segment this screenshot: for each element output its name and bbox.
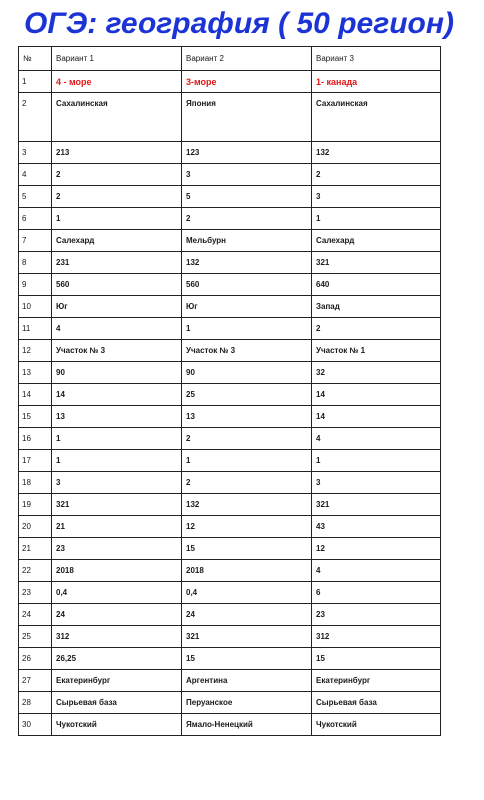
variant-2-answer: 2018 [182,560,312,582]
row-number: 21 [19,538,52,560]
row-number: 16 [19,428,52,450]
variant-1-answer: 560 [52,274,182,296]
variant-3-answer: 14 [312,384,441,406]
variant-2-answer: 2 [182,472,312,494]
variant-1-answer: 312 [52,626,182,648]
variant-3-answer: 14 [312,406,441,428]
table-row [19,318,441,340]
header-variant-2: Вариант 2 [182,47,312,71]
variant-3-answer: Запад [312,296,441,318]
row-number: 8 [19,252,52,274]
table-row [19,71,441,93]
variant-2-answer: 1 [182,450,312,472]
row-number: 11 [19,318,52,340]
table-row [19,230,441,252]
variant-3-answer: Салехард [312,230,441,252]
variant-3-answer: Екатеринбург [312,670,441,692]
table-row [19,494,441,516]
variant-1-answer: Сахалинская [52,93,182,142]
variant-1-answer: 24 [52,604,182,626]
variant-1-answer: Чукотский [52,714,182,736]
variant-1-answer: Сырьевая база [52,692,182,714]
row-number: 10 [19,296,52,318]
table-row [19,648,441,670]
table-header-row [19,47,441,71]
table-row [19,208,441,230]
variant-2-answer: 132 [182,252,312,274]
variant-2-answer: 24 [182,604,312,626]
table-row [19,93,441,142]
variant-1-answer: 2 [52,164,182,186]
row-number: 5 [19,186,52,208]
variant-2-answer: 0,4 [182,582,312,604]
variant-1-answer: 4 [52,318,182,340]
answer-text: 3-море [186,76,217,87]
variant-3-answer [312,71,441,93]
variant-3-answer: 1 [312,450,441,472]
variant-2-answer [182,71,312,93]
table-row [19,142,441,164]
variant-1-answer: 321 [52,494,182,516]
row-number: 30 [19,714,52,736]
variant-3-answer: 3 [312,186,441,208]
variant-3-answer: Сырьевая база [312,692,441,714]
variant-1-answer: Юг [52,296,182,318]
variant-2-answer: 560 [182,274,312,296]
row-number: 7 [19,230,52,252]
answer-text: 4 - море [56,76,92,87]
variant-2-answer: Юг [182,296,312,318]
variant-1-answer: 2018 [52,560,182,582]
variant-2-answer: Аргентина [182,670,312,692]
variant-2-answer: 5 [182,186,312,208]
variant-2-answer: 2 [182,208,312,230]
table-row [19,626,441,648]
table-row [19,450,441,472]
variant-1-answer [52,71,182,93]
variant-1-answer: Екатеринбург [52,670,182,692]
variant-2-answer: 15 [182,538,312,560]
row-number: 4 [19,164,52,186]
variant-3-answer: 321 [312,494,441,516]
variant-1-answer: 13 [52,406,182,428]
row-number: 17 [19,450,52,472]
variant-3-answer: Сахалинская [312,93,441,142]
table-row [19,362,441,384]
variant-3-answer: 2 [312,318,441,340]
variant-3-answer: 132 [312,142,441,164]
variant-2-answer: 2 [182,428,312,450]
variant-2-answer: 13 [182,406,312,428]
variant-1-answer: 3 [52,472,182,494]
variant-1-answer: 213 [52,142,182,164]
variant-2-answer: Мельбурн [182,230,312,252]
variant-3-answer: 640 [312,274,441,296]
variant-2-answer: 90 [182,362,312,384]
variant-2-answer: Ямало-Ненецкий [182,714,312,736]
row-number: 2 [19,93,52,142]
variant-1-answer: 26,25 [52,648,182,670]
row-number: 20 [19,516,52,538]
table-row [19,296,441,318]
header-variant-1: Вариант 1 [52,47,182,71]
table-row [19,714,441,736]
variant-2-answer: Перуанское [182,692,312,714]
variant-3-answer: 43 [312,516,441,538]
table-row [19,252,441,274]
row-number: 3 [19,142,52,164]
variant-3-answer: 3 [312,472,441,494]
row-number: 22 [19,560,52,582]
variant-3-answer: Участок № 1 [312,340,441,362]
row-number: 1 [19,71,52,93]
row-number: 12 [19,340,52,362]
variant-2-answer: Участок № 3 [182,340,312,362]
table-row [19,670,441,692]
variant-3-answer: 32 [312,362,441,384]
table-row [19,604,441,626]
variant-1-answer: 231 [52,252,182,274]
variant-1-answer: Участок № 3 [52,340,182,362]
row-number: 23 [19,582,52,604]
table-row [19,428,441,450]
variant-1-answer: 0,4 [52,582,182,604]
variant-1-answer: Салехард [52,230,182,252]
variant-2-answer: 1 [182,318,312,340]
variant-3-answer: 4 [312,560,441,582]
row-number: 6 [19,208,52,230]
table-row [19,560,441,582]
variant-1-answer: 14 [52,384,182,406]
variant-1-answer: 1 [52,450,182,472]
row-number: 24 [19,604,52,626]
variant-3-answer: 312 [312,626,441,648]
variant-1-answer: 2 [52,186,182,208]
table-row [19,186,441,208]
variant-1-answer: 1 [52,208,182,230]
answers-table [18,46,441,736]
variant-3-answer: 1 [312,208,441,230]
header-variant-3: Вариант 3 [312,47,441,71]
variant-2-answer: 12 [182,516,312,538]
variant-1-answer: 90 [52,362,182,384]
row-number: 28 [19,692,52,714]
row-number: 26 [19,648,52,670]
table-row [19,340,441,362]
variant-3-answer: 6 [312,582,441,604]
table-row [19,472,441,494]
variant-2-answer: 123 [182,142,312,164]
variant-3-answer: Чукотский [312,714,441,736]
row-number: 18 [19,472,52,494]
table-row [19,164,441,186]
variant-3-answer: 12 [312,538,441,560]
variant-1-answer: 21 [52,516,182,538]
table-row [19,582,441,604]
table-row [19,384,441,406]
page-title: ОГЭ: география ( 50 регион) [24,7,454,40]
variant-2-answer: Япония [182,93,312,142]
variant-2-answer: 15 [182,648,312,670]
variant-3-answer: 321 [312,252,441,274]
table-row [19,538,441,560]
table-row [19,274,441,296]
variant-1-answer: 23 [52,538,182,560]
variant-2-answer: 3 [182,164,312,186]
variant-2-answer: 25 [182,384,312,406]
row-number: 15 [19,406,52,428]
row-number: 13 [19,362,52,384]
variant-2-answer: 321 [182,626,312,648]
row-number: 27 [19,670,52,692]
variant-3-answer: 15 [312,648,441,670]
header-number: № [19,47,52,71]
table-row [19,406,441,428]
row-number: 19 [19,494,52,516]
variant-1-answer: 1 [52,428,182,450]
row-number: 9 [19,274,52,296]
variant-3-answer: 4 [312,428,441,450]
row-number: 14 [19,384,52,406]
row-number: 25 [19,626,52,648]
variant-2-answer: 132 [182,494,312,516]
table-row [19,692,441,714]
variant-3-answer: 23 [312,604,441,626]
variant-3-answer: 2 [312,164,441,186]
answer-text: 1- канада [316,76,358,87]
table-row [19,516,441,538]
